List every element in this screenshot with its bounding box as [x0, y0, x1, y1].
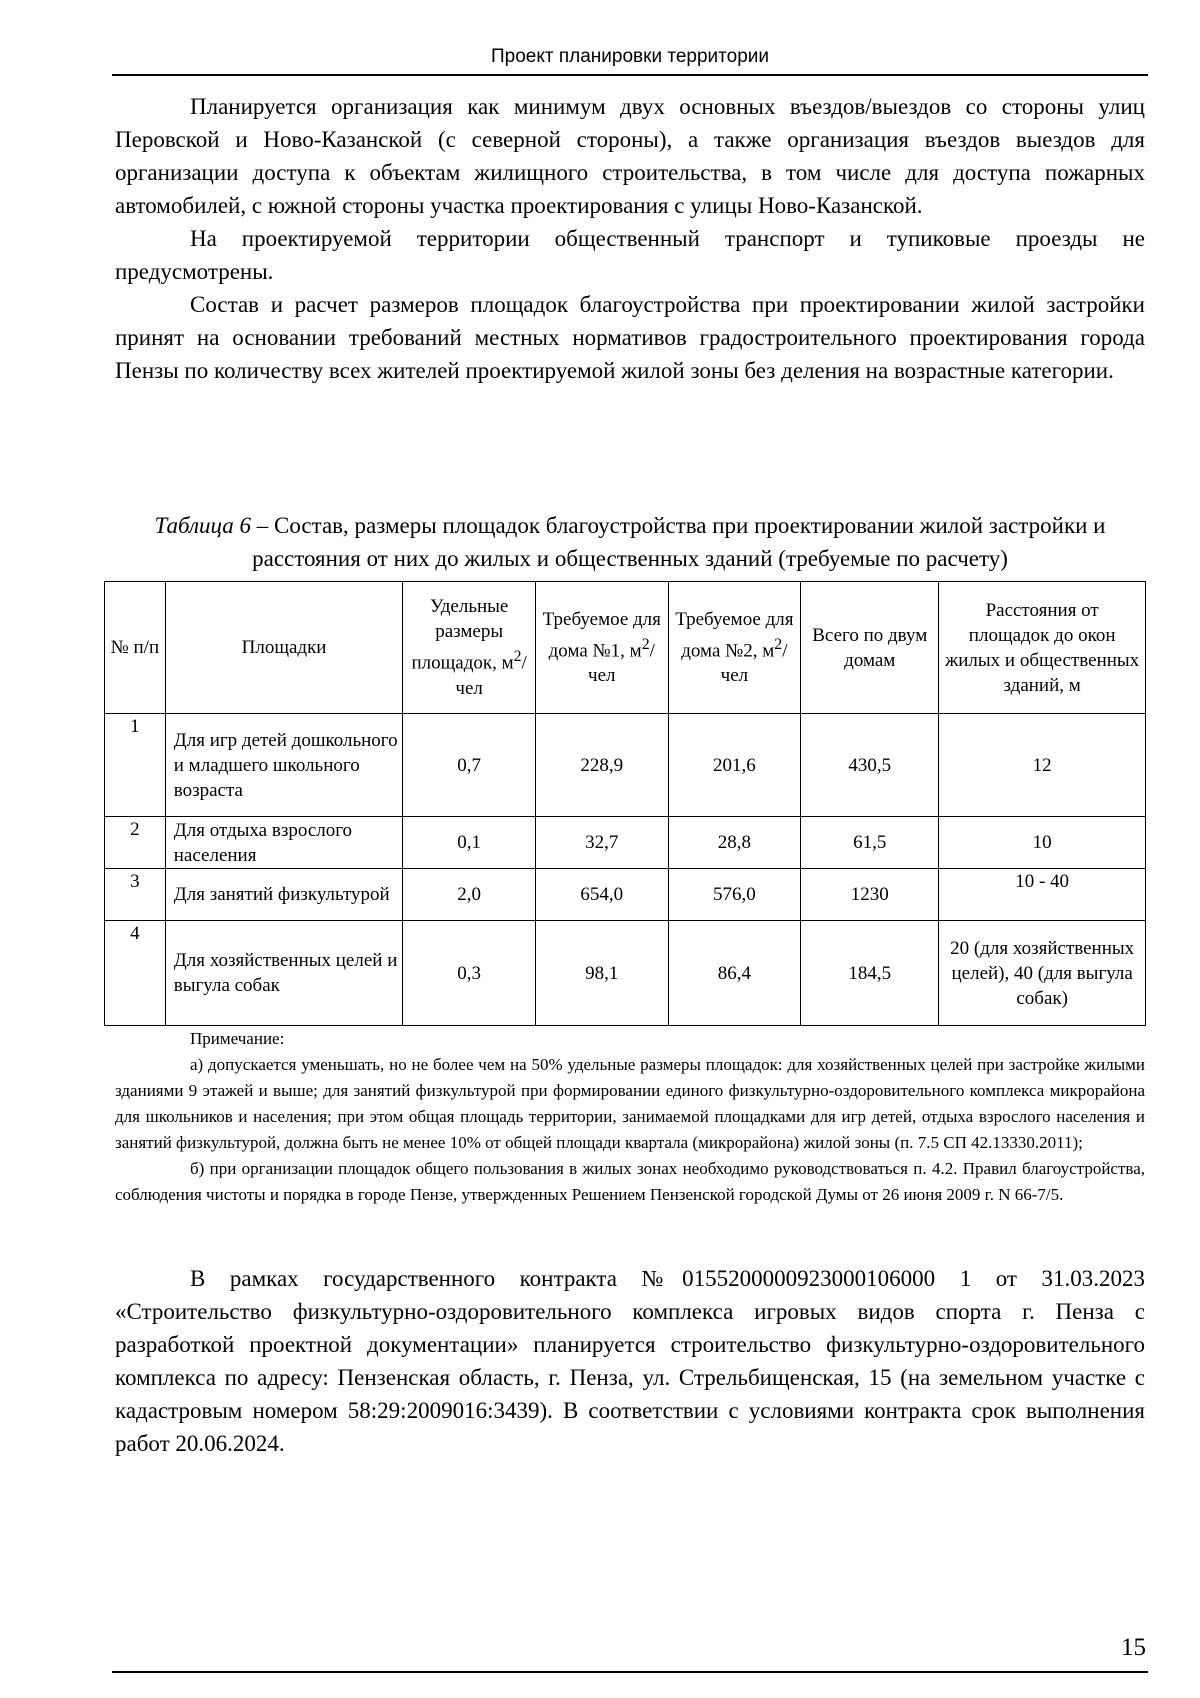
row-num: 4 [105, 921, 166, 1026]
note-item-a: а) допускается уменьшать, но не более чем на 50% удельные размеры площадок: для хозяйственных целей при застройке жилыми зданиями 9 этажей и выше; для занятий физкультурой при формировании единого физкультурно-оздоровительного комплекса микрорайона для школьников и населения; при этом общая площадь территории, занимаемой площадками для игр детей, отдыха взрослого населения и занятий физкультурой, должна быть не менее 10% от общей площади квартала (микрорайона) жилой зоны (п. 7.5 СП 42.13330.2011); [115, 1055, 1145, 1152]
table-header-row [105, 582, 1146, 714]
intro-text [115, 90, 1145, 387]
playground-table [104, 581, 1146, 1026]
table-caption-text: Состав, размеры площадок благоустройства при проектировании жилой застройки и расстояния от них до жилых и общественных зданий (требуемые по расчету) [252, 513, 1106, 571]
row-house2: 201,6 [668, 714, 801, 817]
footer-rule [112, 1671, 1148, 1673]
row-house2: 28,8 [668, 817, 801, 869]
header-house2: Требуемое для дома №2, $м^2$/чел [668, 582, 801, 714]
row-name: Для занятий физкультурой [165, 869, 403, 921]
header-unit: Удельные размеры площадок, $м^2$/чел [403, 582, 536, 714]
row-house2: 86,4 [668, 921, 801, 1026]
row-unit: 2,0 [403, 869, 536, 921]
row-name: Для хозяйственных целей и выгула собак [165, 921, 403, 1026]
table-row [105, 817, 1146, 869]
table-caption-label: Таблица 6 – [154, 513, 269, 538]
table-row [105, 921, 1146, 1026]
row-total: 1230 [801, 869, 939, 921]
row-distance: 20 (для хозяйственных целей), 40 (для выгула собак) [939, 921, 1146, 1026]
note-title: Примечание: [190, 1029, 285, 1048]
paragraph-transport: На проектируемой территории общественный транспорт и тупиковые проезды не предусмотрены. [115, 226, 1145, 284]
row-distance: 12 [939, 714, 1146, 817]
row-name: Для игр детей дошкольного и младшего школьного возраста [165, 714, 403, 817]
row-total: 61,5 [801, 817, 939, 869]
row-house1: 98,1 [535, 921, 668, 1026]
row-num: 3 [105, 869, 166, 921]
paragraph-norms: Состав и расчет размеров площадок благоустройства при проектировании жилой застройки принят на основании требований местных нормативов градостроительного проектирования города Пензы по количеству всех жителей проектируемой жилой зоны без деления на возрастные категории. [115, 292, 1145, 383]
row-house1: 654,0 [535, 869, 668, 921]
header-distance: Расстояния от площадок до окон жилых и общественных зданий, м [939, 582, 1146, 714]
table-row [105, 869, 1146, 921]
row-unit: 0,3 [403, 921, 536, 1026]
paragraph-access: Планируется организация как минимум двух основных въездов/выездов со стороны улиц Перовской и Ново-Казанской (с северной стороны), а также организация въездов выездов для организации доступа к объектам жилищного строительства, в том числе для доступа пожарных автомобилей, с южной стороны участка проектирования с улицы Ново-Казанской. [115, 94, 1145, 218]
row-total: 430,5 [801, 714, 939, 817]
contract-text [115, 1262, 1145, 1460]
row-distance: 10 - 40 [939, 869, 1146, 921]
row-distance: 10 [939, 817, 1146, 869]
header-title: Проект планировки территории [491, 46, 769, 67]
row-num: 1 [105, 714, 166, 817]
page-number: 15 [1121, 1634, 1146, 1661]
header-num: № п/п [105, 582, 166, 714]
row-unit: 0,1 [403, 817, 536, 869]
row-house2: 576,0 [668, 869, 801, 921]
table-row [105, 714, 1146, 817]
row-name: Для отдыха взрослого населения [165, 817, 403, 869]
header-total: Всего по двум домам [801, 582, 939, 714]
row-house1: 228,9 [535, 714, 668, 817]
row-unit: 0,7 [403, 714, 536, 817]
row-total: 184,5 [801, 921, 939, 1026]
header-name: Площадки [165, 582, 403, 714]
note-item-b: б) при организации площадок общего пользования в жилых зонах необходимо руководствоваться п. 4.2. Правил благоустройства, соблюдения чистоты и порядка в городе Пензе, утвержденных Решением Пензенской городской Думы от 26 июня 2009 г. N 66-7/5. [115, 1159, 1145, 1204]
row-house1: 32,7 [535, 817, 668, 869]
page-header [112, 42, 1148, 76]
row-num: 2 [105, 817, 166, 869]
header-house1: Требуемое для дома №1, $м^2$/чел [535, 582, 668, 714]
table-note [115, 1026, 1145, 1208]
table-caption [115, 509, 1145, 575]
paragraph-contract: В рамках государственного контракта №0155200000923000106000 1 от 31.03.2023 «Строительство физкультурно-оздоровительного комплекса игровых видов спорта г. Пенза с разработкой проектной документации» планируется строительство физкультурно-оздоровительного комплекса по адресу: Пензенская область, г. Пенза, ул. Стрельбищенская, 15 (на земельном участке с кадастровым номером 58:29:2009016:3439). В соответствии с условиями контракта срок выполнения работ 20.06.2024. [115, 1266, 1145, 1456]
